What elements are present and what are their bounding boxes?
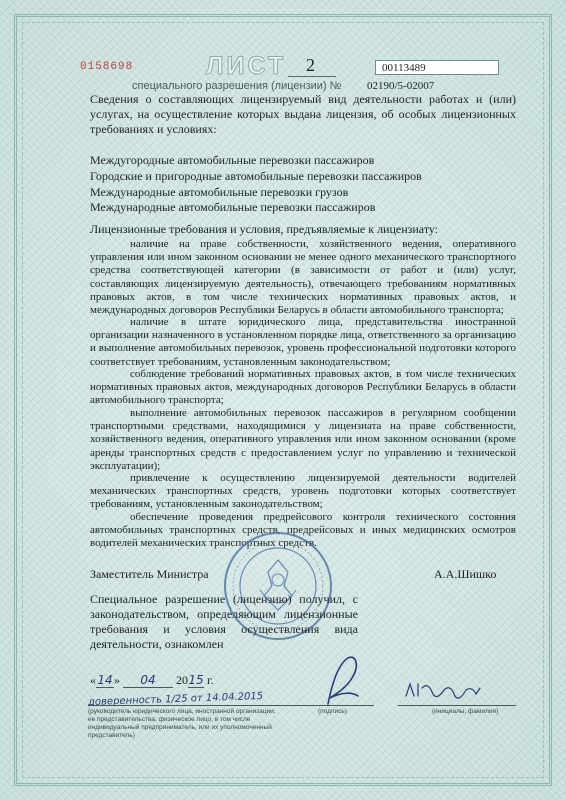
certificate-number-box: 00113489 [375,60,499,75]
date-month: 04 [123,673,173,688]
signature-caption: (подпись) [318,708,347,715]
date-day: 14 [97,673,113,687]
activity-item: Городские и пригородные автомобильные перевозки пассажиров [90,168,422,183]
sheet-number-underline [288,76,336,77]
requirement-item: наличие на праве собственности, хозяйственного ведения, оперативного управления или ином законном основании не менее одного механического транспортного средства соответствующей категории (в зависимости от работ и (или) услуг, составляющих лицензируемую деятельность), отвечающего требованиям нормативных правовых актов, в том числе технических нормативных правовых актов, и международных договоров Республики Беларусь в области автомобильного транспорта; [90,238,516,317]
sheet-title: ЛИСТ [206,52,287,80]
license-number: 02190/5-02007 [367,80,435,92]
acknowledgement-date [90,673,214,688]
representative-caption: (руководитель юридического лица, иностранной организации, ее представительства, физическое лицо, в том числе индивидуальный предприниматель, или их уполномоченный представитель) [88,708,276,739]
date-close-quote: » [114,673,120,687]
date-open-quote: « [90,673,96,687]
date-year-prefix: 20 [176,673,188,687]
name-line [398,705,516,706]
activities-list [90,153,422,216]
requirement-item: привлечение к осуществлению лицензируемой деятельности водителей механических транспортных средств, уровень подготовки которых соответствует требованиям, установленным законодательством; [90,472,516,511]
official-name: А.А.Шишко [434,567,497,581]
acknowledgement-text: Специальное разрешение (лицензию) получил, с законодательством, определяющим лицензионные требования и условия осуществления вида деятельности, ознакомлен [90,592,358,651]
date-year: 15 [188,673,204,687]
sheet-number: 2 [306,55,315,75]
requirements-heading: Лицензионные требования и условия, предъявляемые к лицензиату: [90,222,439,236]
activity-item: Международные автомобильные перевозки пассажиров [90,200,376,215]
license-label: специального разрешения (лицензии) № [132,80,342,92]
representative-line [88,705,298,706]
intro-paragraph: Сведения о составляющих лицензируемый вид деятельности работах и (или) услугах, на осуществление которых выдана лицензия, об особых лицензионных требованиях и условиях: [90,92,516,137]
activity-item: Междугородные автомобильные перевозки пассажиров [90,153,375,167]
official-title: Заместитель Министра [90,567,209,581]
handwritten-proxy-note: доверенность 1/25 от 14.04.2015 [87,690,264,709]
requirement-item: соблюдение требований нормативных правовых актов, в том числе технических нормативных правовых актов, международных договоров Республики Беларусь в области автомобильного транспорта; [90,368,516,407]
serial-number: 0158698 [80,61,134,73]
requirement-item: обеспечение проведения предрейсового контроля технического состояния автомобильных транспортных средств, предрейсовых и иных медицинских осмотров водителей механических транспортных средств. [90,511,516,550]
name-caption: (инициалы, фамилия) [432,708,499,715]
activity-item: Международные автомобильные перевозки грузов [90,184,349,199]
requirement-item: выполнение автомобильных перевозок пассажиров в регулярном сообщении транспортными средствами, находящимися у лицензиата на праве собственности, хозяйственного ведения, оперативного управления или ином законном основании (кроме аренды транспортных средств с предоставлением услуг по управлению и технической эксплуатации); [90,407,516,472]
signature-line [298,705,374,706]
signature-mark-icon [318,652,368,708]
requirement-item: наличие в штате юридического лица, представительства иностранной организации назначенного в установленном порядке лица, ответственного за организацию и выполнение автомобильных перевозок, уровень профессиональной подготовки которого соответствует требованиям, установленным законодательством; [90,316,516,368]
signature-name-icon [404,678,484,702]
date-year-unit: г. [207,673,214,687]
